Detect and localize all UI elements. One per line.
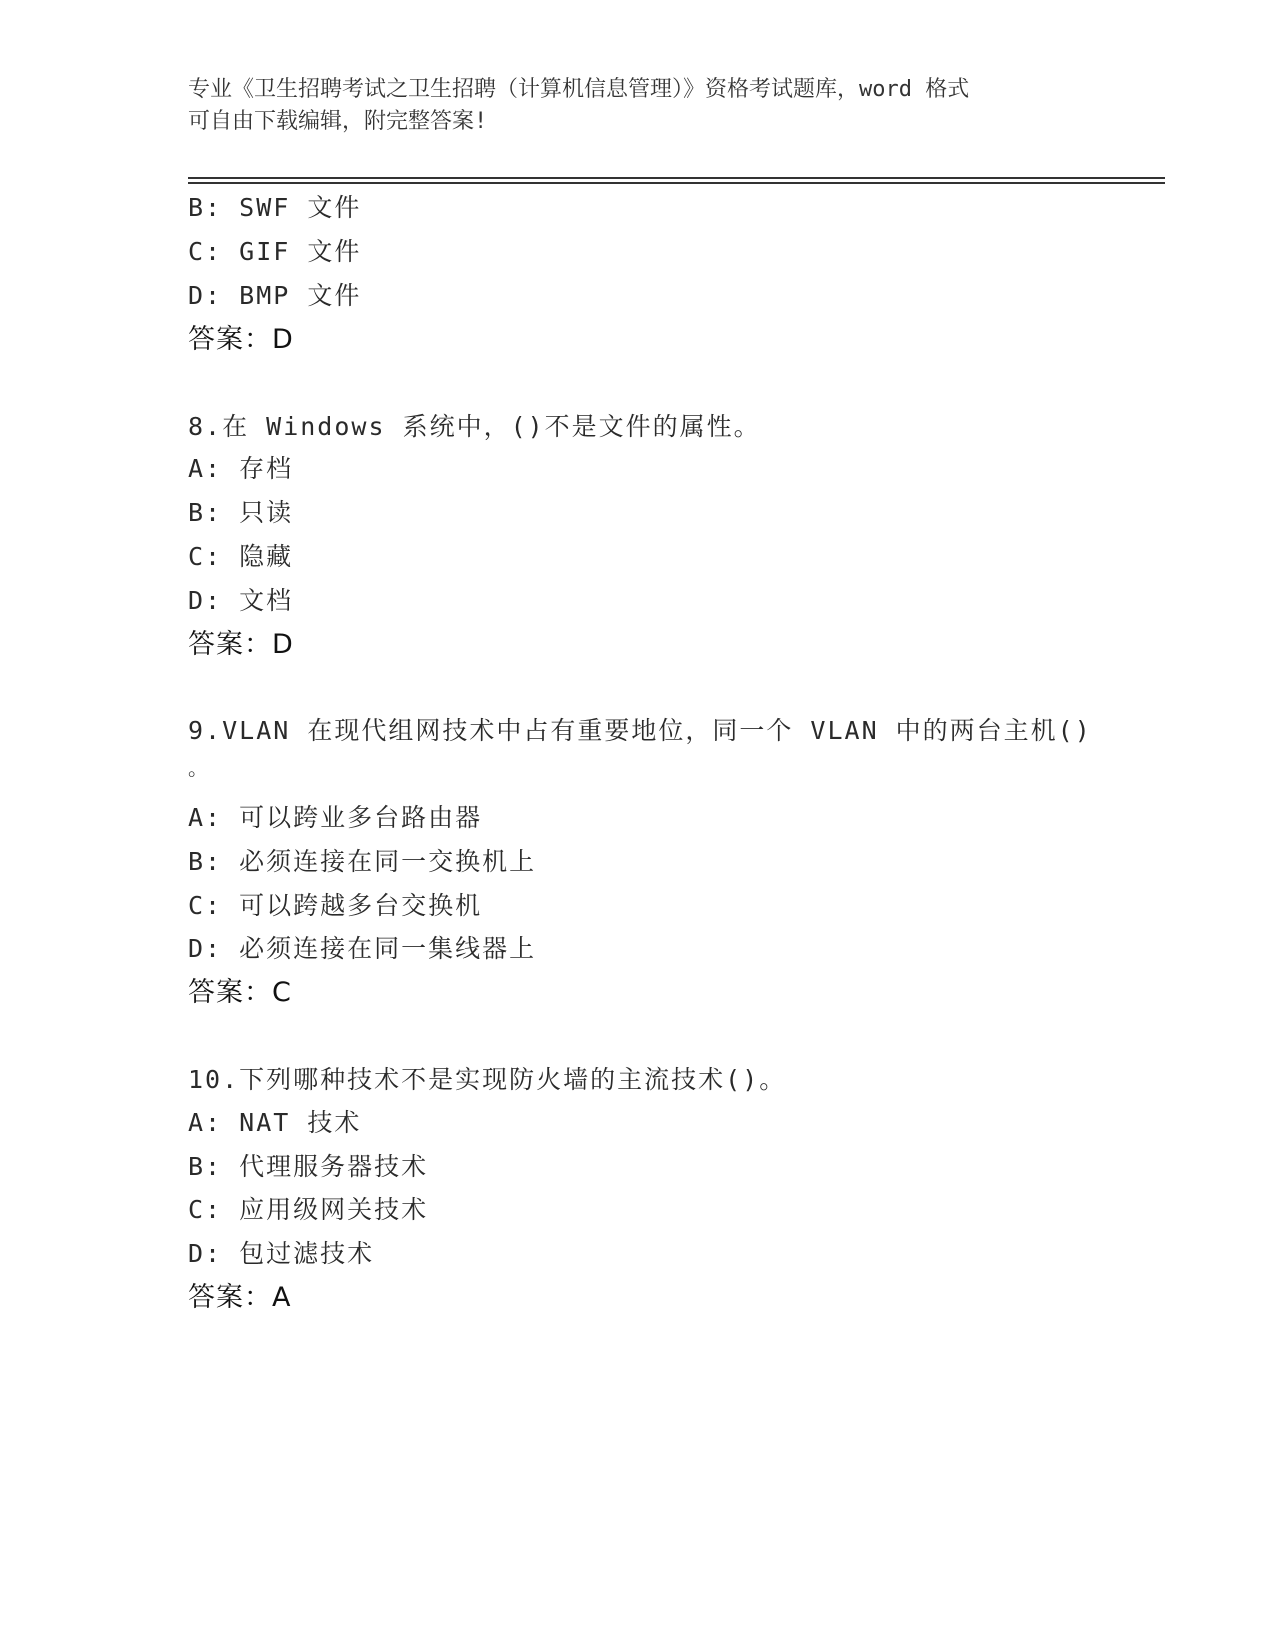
q9-option-d: D: 必须连接在同一集线器上 bbox=[188, 934, 537, 963]
q10-answer: 答案：A bbox=[188, 1282, 292, 1313]
q7-answer: 答案：D bbox=[188, 324, 294, 355]
q9-answer: 答案：C bbox=[188, 977, 292, 1008]
q8-option-b: B: 只读 bbox=[188, 498, 294, 527]
q8-option-d: D: 文档 bbox=[188, 586, 294, 615]
q10-option-b: B: 代理服务器技术 bbox=[188, 1152, 429, 1181]
q9-option-a: A: 可以跨业多台路由器 bbox=[188, 803, 483, 832]
q10-option-a: A: NAT 技术 bbox=[188, 1108, 362, 1137]
q8-answer: 答案：D bbox=[188, 629, 294, 660]
q9-stem-wrap: 。 bbox=[188, 756, 210, 780]
q10-option-c: C: 应用级网关技术 bbox=[188, 1195, 429, 1224]
q7-option-d: D: BMP 文件 bbox=[188, 281, 362, 310]
q9-stem: 9.VLAN 在现代组网技术中占有重要地位，同一个 VLAN 中的两台主机() bbox=[188, 716, 1092, 745]
q9-option-b: B: 必须连接在同一交换机上 bbox=[188, 847, 537, 876]
header-line-1: 专业《卫生招聘考试之卫生招聘（计算机信息管理）》资格考试题库，word 格式 bbox=[188, 77, 970, 102]
q7-option-b: B: SWF 文件 bbox=[188, 193, 362, 222]
q8-stem: 8.在 Windows 系统中，()不是文件的属性。 bbox=[188, 412, 761, 441]
q8-option-a: A: 存档 bbox=[188, 454, 294, 483]
q7-option-c: C: GIF 文件 bbox=[188, 237, 362, 266]
q10-stem: 10.下列哪种技术不是实现防火墙的主流技术()。 bbox=[188, 1065, 787, 1094]
document-header bbox=[188, 74, 1088, 138]
q9-option-c: C: 可以跨越多台交换机 bbox=[188, 891, 483, 920]
header-divider-top bbox=[188, 177, 1165, 179]
q10-option-d: D: 包过滤技术 bbox=[188, 1239, 375, 1268]
header-divider-bottom bbox=[188, 182, 1165, 184]
header-line-2: 可自由下载编辑，附完整答案! bbox=[188, 109, 488, 134]
q8-option-c: C: 隐藏 bbox=[188, 542, 294, 571]
